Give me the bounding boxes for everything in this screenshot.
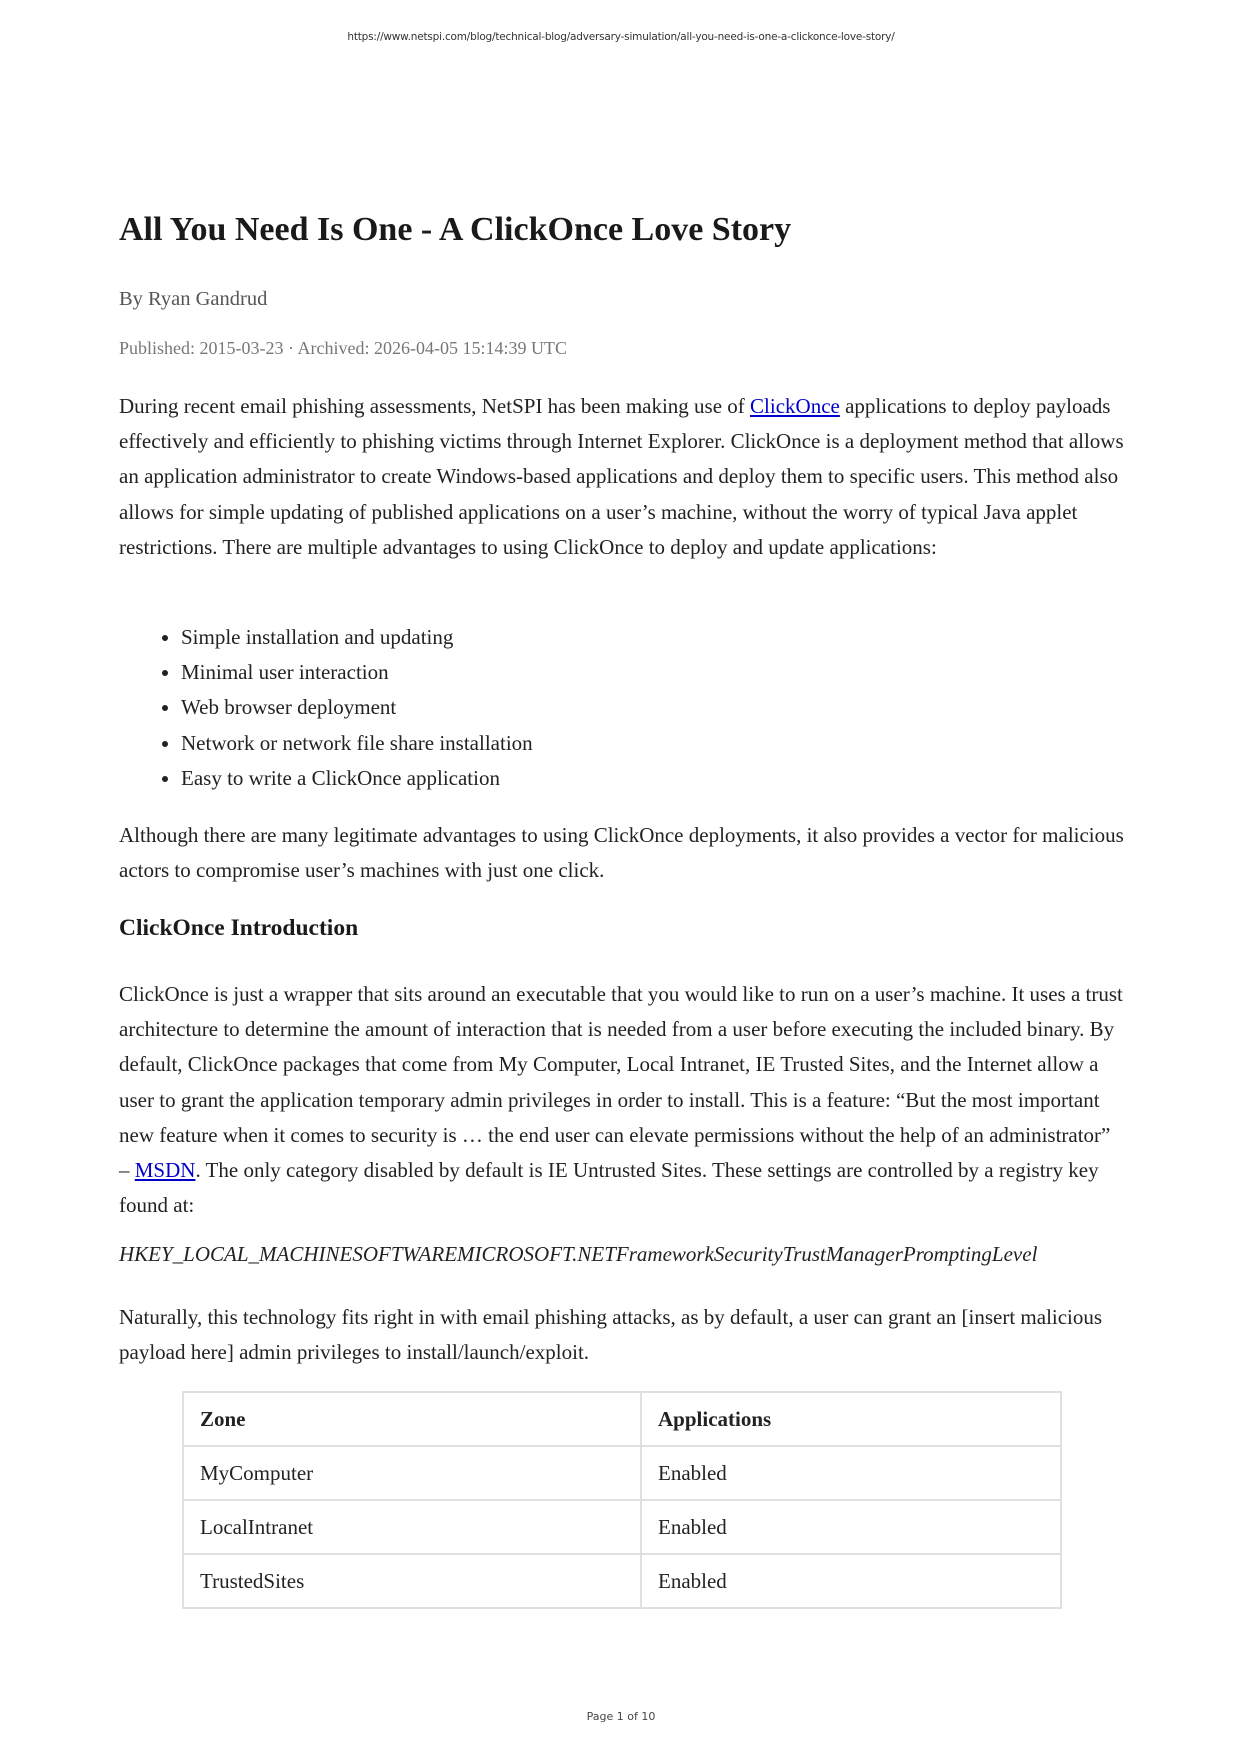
vector-paragraph: Although there are many legitimate advantages to using ClickOnce deployments, it also provides a vector for malicious actors to compromise user’s machines with just one click.: [119, 823, 1124, 883]
column-header-zone: Zone: [183, 1392, 641, 1446]
table-row: [183, 1554, 1061, 1608]
list-item: • Simple installation and updating: [181, 620, 533, 655]
section-heading: ClickOnce Introduction: [119, 915, 359, 941]
introduction-text-end: . The only category disabled by default is IE Untrusted Sites. These settings are controlled by a registry key found at:: [119, 1158, 1099, 1218]
intro-text-end: applications to deploy payloads effectively and efficiently to phishing victims through Internet Explorer. ClickOnce is a deployment method that allows an application administrator to create Windows-based applications and deploy them to specific users. This method also allows for simple updating of published applications on a user’s machine, without the worry of typical Java applet restrictions. There are multiple advantages to using ClickOnce to deploy and update applications:: [119, 394, 1124, 559]
zone-cell: TrustedSites: [183, 1554, 641, 1608]
table-header-row: [183, 1392, 1061, 1446]
intro-text-start: During recent email phishing assessments, NetSPI has been making use of: [119, 394, 751, 418]
author-byline: By Ryan Gandrud: [119, 288, 268, 310]
intro-paragraph: [119, 389, 1124, 565]
phishing-paragraph: Naturally, this technology fits right in with email phishing attacks, as by default, a user can grant an [insert malicious payload here] admin privileges to install/launch/exploit.: [119, 1305, 1103, 1365]
table-row: [183, 1446, 1061, 1500]
publish-meta: Published: 2015-03-23 · Archived: 2026-04-05 15:14:39 UTC: [119, 338, 567, 358]
msdn-link[interactable]: MSDN: [134, 1158, 196, 1183]
zone-cell: MyComputer: [183, 1446, 641, 1500]
list-item: • Web browser deployment: [181, 690, 533, 725]
table-row: [183, 1500, 1061, 1554]
zone-cell: LocalIntranet: [183, 1500, 641, 1554]
page-url: https://www.netspi.com/blog/technical-blog/adversary-simulation/all-you-need-is-one-a-clickonce-love-story/: [347, 31, 895, 43]
list-item: • Network or network file share installation: [181, 726, 533, 761]
clickonce-link[interactable]: ClickOnce: [750, 394, 840, 418]
article-title: All You Need Is One - A ClickOnce Love Story: [119, 211, 792, 248]
applications-cell: Enabled: [641, 1446, 1061, 1500]
introduction-paragraph: [119, 977, 1124, 1223]
list-item: • Easy to write a ClickOnce application: [181, 761, 533, 796]
introduction-text-start: ClickOnce is just a wrapper that sits around an executable that you would like to run on a user’s machine. It uses a trust architecture to determine the amount of interaction that is needed from a user before executing the included binary. By default, ClickOnce packages that come from My Computer, Local Intranet, IE Trusted Sites, and the Internet allow a user to grant the application temporary admin privileges in order to install. This is a feature: “But the most important new feature when it comes to security is … the end user can elevate permissions without the help of an administrator” –: [119, 982, 1123, 1183]
registry-key: HKEY_LOCAL_MACHINESOFTWAREMICROSOFT.NETFrameworkSecurityTrustManagerPromptingLevel: [119, 1242, 1038, 1266]
list-item: • Minimal user interaction: [181, 655, 533, 690]
page-indicator: Page 1 of 10: [586, 1710, 656, 1723]
zones-table: [182, 1391, 1062, 1609]
applications-cell: Enabled: [641, 1500, 1061, 1554]
column-header-applications: Applications: [641, 1392, 1061, 1446]
applications-cell: Enabled: [641, 1554, 1061, 1608]
feature-list: [119, 620, 533, 796]
